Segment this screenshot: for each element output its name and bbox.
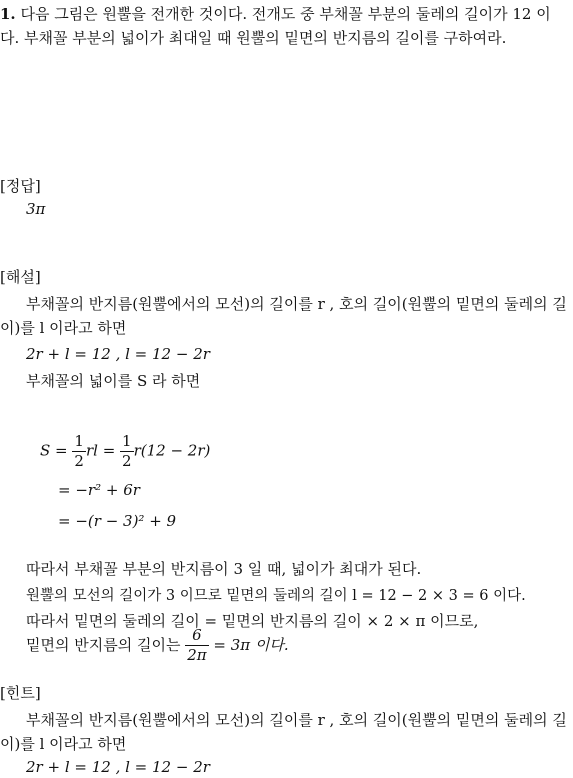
solution-eq1: 2r + l = 12 , l = 12 − 2r <box>26 345 210 363</box>
conclusion-3: 따라서 밑면의 둘레의 길이 = 밑면의 반지름의 길이 × 2 × π 이므로, <box>26 612 479 630</box>
conclusion-2: 원뿔의 모선의 길이가 3 이므로 밑면의 둘레의 길이 l = 12 − 2 × 3 = 6 이다. <box>26 588 526 604</box>
conclusion-4: 밑면의 반지름의 길이는 $\frac{6}{2\pi}$ = 3π 이다. <box>26 626 289 664</box>
fraction-half: $\frac{1}{2}$ <box>122 432 132 470</box>
derivation-line-1: S = $\frac{1}{2}$ rl = $\frac{1}{2}$ r(12 − 2r) <box>40 432 211 470</box>
derivation-line-2: = −r² + 6r <box>58 481 140 499</box>
solution-line2: 부채꼴의 넓이를 S 라 하면 <box>26 372 201 390</box>
hint-label: [힌트] <box>0 684 41 702</box>
derivation-line-3: = −(r − 3)² + 9 <box>58 512 177 530</box>
hint-eq1: 2r + l = 12 , l = 12 − 2r <box>26 758 210 776</box>
conclusion-1: 따라서 부채꼴 부분의 반지름이 3 일 때, 넓이가 최대가 된다. <box>26 560 422 578</box>
hint-line1: 부채꼴의 반지름(원뿔에서의 모선)의 길이를 r , 호의 길이(원뿔의 밑면의 둘레의 길이)를 l 이라고 하면 <box>0 711 567 753</box>
fraction-half: $\frac{1}{2}$ <box>74 432 84 470</box>
question-number: 1. <box>0 5 16 23</box>
answer-value: 3π <box>26 200 46 218</box>
solution-line1: 부채꼴의 반지름(원뿔에서의 모선)의 길이를 r , 호의 길이(원뿔의 밑면의 둘레의 길이)를 l 이라고 하면 <box>0 295 567 337</box>
answer-label: [정답] <box>0 177 41 195</box>
solution-label: [해설] <box>0 268 41 286</box>
fraction-six-over-two-pi: $\frac{6}{2\pi}$ <box>187 626 207 664</box>
question <box>0 2 573 50</box>
question-text: 다음 그림은 원뿔을 전개한 것이다. 전개도 중 부채꼴 부분의 둘레의 길이가 12 이다. 부채꼴 부분의 넓이가 최대일 때 원뿔의 밑면의 반지름의 길이를 구하여라. <box>0 5 551 47</box>
